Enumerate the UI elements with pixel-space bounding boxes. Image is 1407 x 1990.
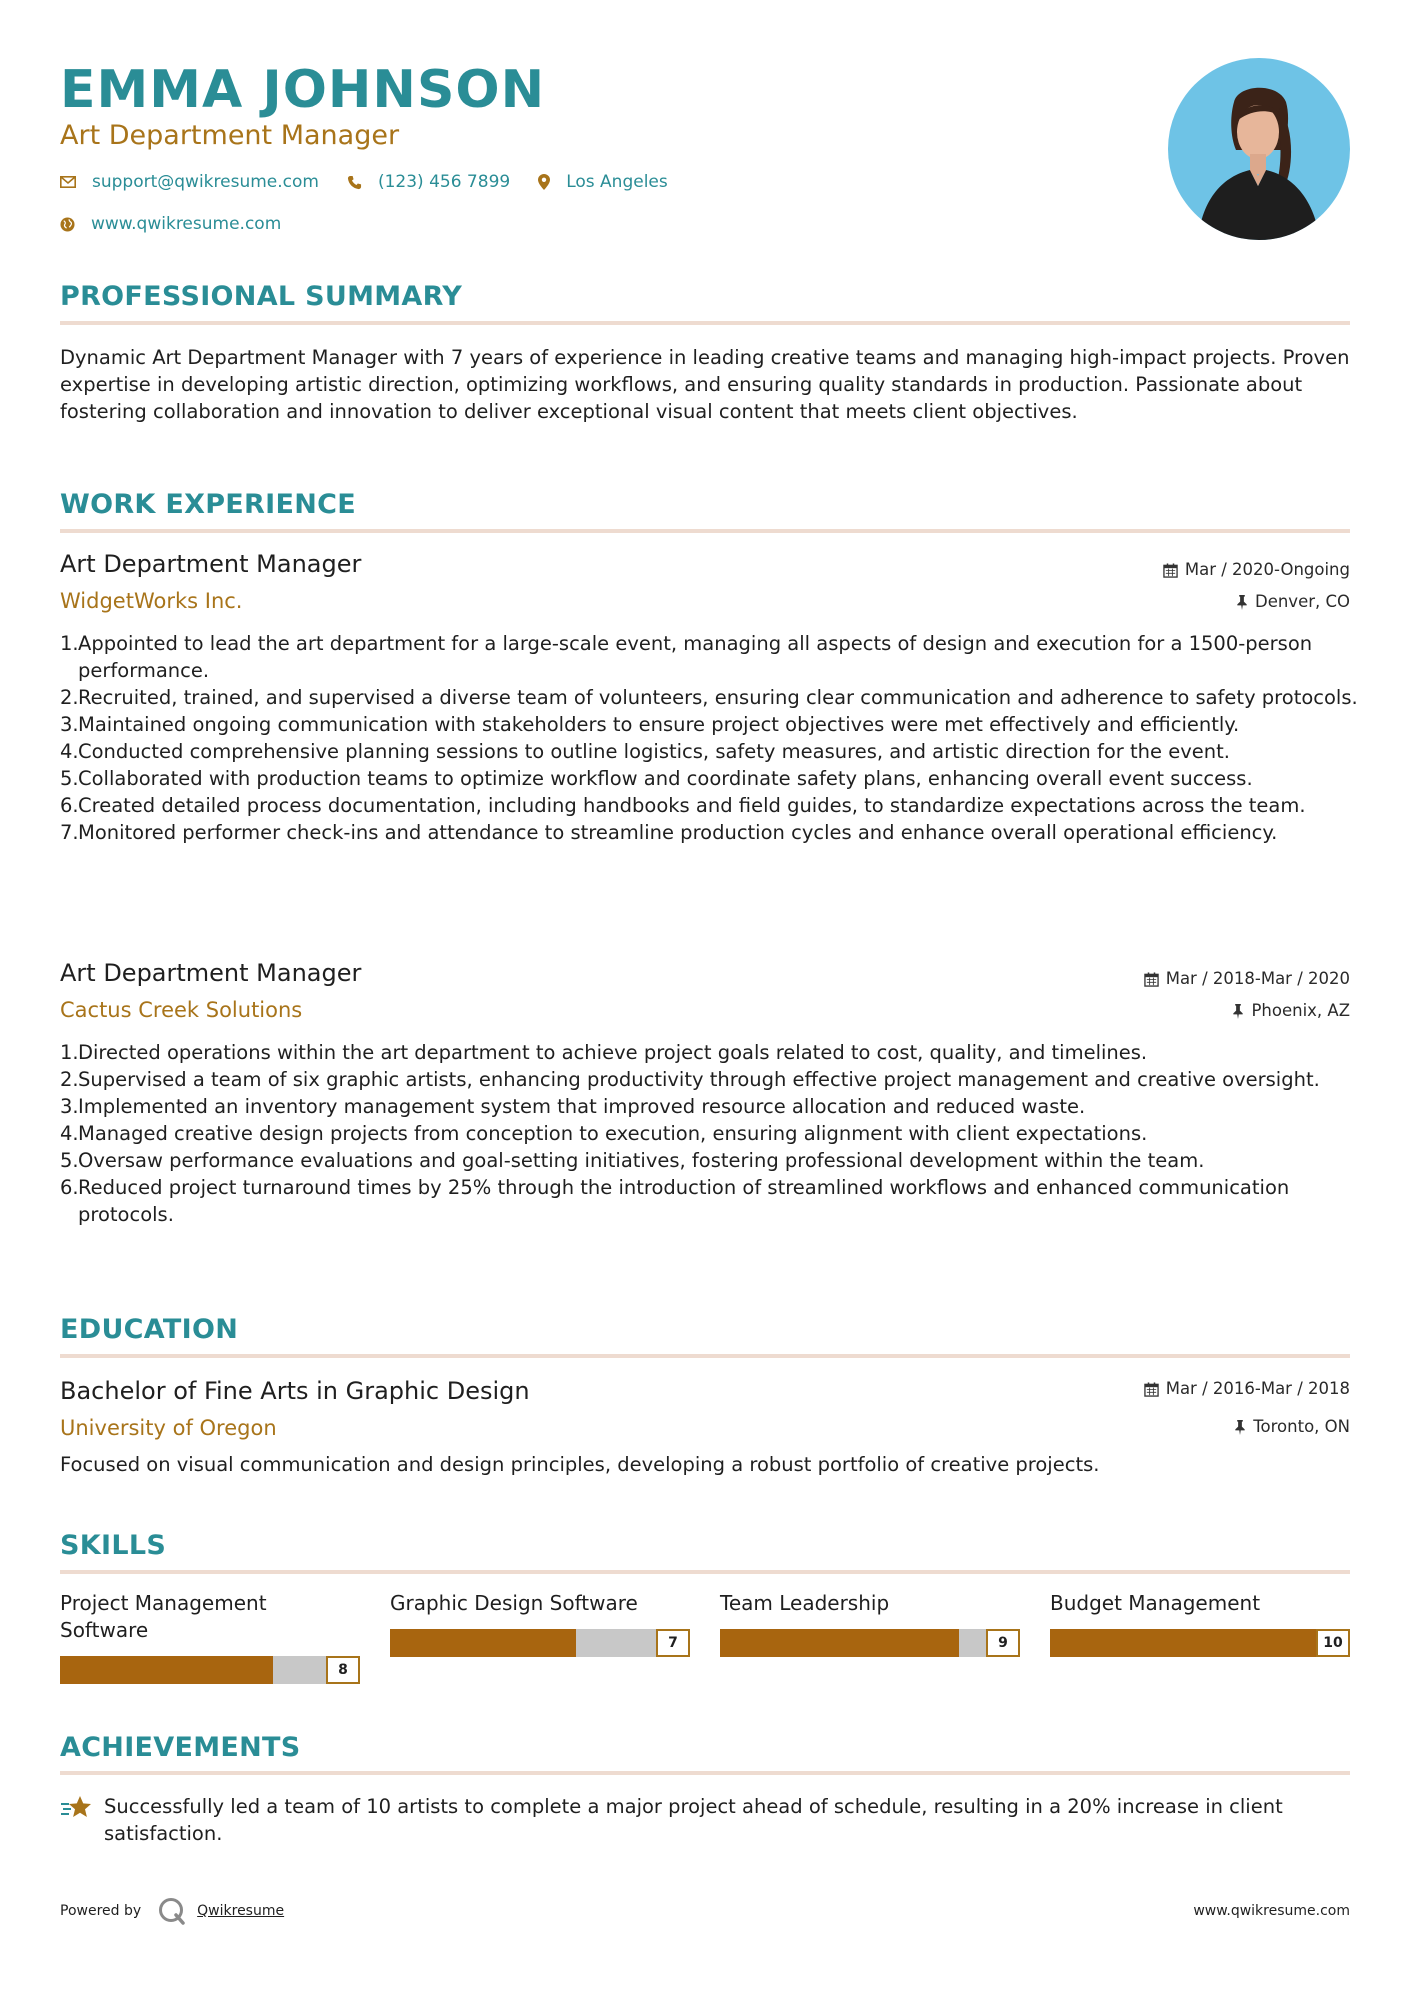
education-title: EDUCATION [60, 1314, 239, 1345]
contact-phone[interactable] [347, 172, 510, 192]
education-location-text: Toronto, ON [1253, 1417, 1350, 1436]
job-dates-text-1: Mar / 2020-Ongoing [1184, 560, 1350, 579]
skills-title: SKILLS [60, 1530, 167, 1561]
job-company-2: Cactus Creek Solutions [60, 998, 303, 1022]
calendar-icon [1144, 1382, 1159, 1397]
footer [60, 1896, 1350, 1926]
skill-item [390, 1590, 690, 1651]
achievements-title: ACHIEVEMENTS [60, 1732, 301, 1763]
job-location-text-1: Denver, CO [1254, 592, 1350, 611]
footer-site-link[interactable]: www.qwikresume.com [1193, 1903, 1350, 1919]
education-description: Focused on visual communication and design principles, developing a robust portfolio of creative projects. [60, 1453, 1100, 1476]
summary-divider [60, 321, 1350, 325]
skill-bar-fill [390, 1629, 576, 1657]
globe-icon [60, 217, 75, 232]
candidate-name: EMMA JOHNSON [60, 60, 546, 120]
experience-divider [60, 529, 1350, 533]
education-location [1234, 1416, 1350, 1438]
achievements-divider [60, 1771, 1350, 1775]
skill-item [720, 1590, 1020, 1651]
education-divider [60, 1354, 1350, 1358]
contact-email[interactable] [60, 172, 319, 192]
powered-by-label: Powered by [60, 1903, 142, 1919]
job-bullets-2 [60, 1039, 1368, 1228]
list-item: 2. Recruited, trained, and supervised a diverse team of volunteers, ensuring clear communication and adherence to safety protocols. [60, 686, 1358, 709]
job-title-1: Art Department Manager [60, 550, 362, 578]
phone-text: (123) 456 7899 [377, 172, 511, 192]
list-item: 4. Managed creative design projects from conception to execution, ensuring alignment with client expectations. [60, 1122, 1148, 1145]
summary-text: Dynamic Art Department Manager with 7 years of experience in leading creative teams and managing high-impact projects. Proven expertise in developing artistic direction, optimizing workflows, and ensuring quality standards in production. Passionate about fostering collaboration and innovation to deliver exceptional visual content that meets client objectives. [60, 346, 1350, 423]
job-dates-2 [1144, 968, 1350, 990]
skill-bar-fill [720, 1629, 959, 1657]
website-text: www.qwikresume.com [91, 214, 282, 234]
job-bullets-1 [60, 630, 1368, 846]
skill-bar [1050, 1629, 1350, 1657]
skill-item [60, 1590, 360, 1678]
skill-bar-fill [60, 1656, 273, 1684]
calendar-icon [1163, 563, 1178, 578]
list-item: 4. Conducted comprehensive planning sessions to outline logistics, safety measures, and artistic direction for the event. [60, 740, 1230, 763]
skill-name: Team Leadership [720, 1591, 890, 1615]
job-dates-1 [1163, 559, 1350, 581]
skill-level-badge: 10 [1316, 1629, 1350, 1657]
list-item: 7. Monitored performer check-ins and attendance to streamline production cycles and enhance overall operational efficiency. [60, 821, 1278, 844]
education-dates-text: Mar / 2016-Mar / 2018 [1165, 1379, 1350, 1398]
brand-link[interactable]: Qwikresume [197, 1903, 285, 1919]
avatar-icon [1168, 58, 1350, 240]
map-pin-icon [538, 174, 550, 190]
qwikresume-logo-icon [157, 1896, 187, 1926]
job-location-text-2: Phoenix, AZ [1251, 1001, 1350, 1020]
contact-location [538, 172, 668, 192]
skill-bar-fill [1050, 1629, 1350, 1657]
list-item: 1. Directed operations within the art department to achieve project goals related to cost, quality, and timelines. [60, 1041, 1148, 1064]
education-school: University of Oregon [60, 1416, 277, 1440]
skill-level-badge: 9 [986, 1629, 1020, 1657]
education-degree: Bachelor of Fine Arts in Graphic Design [60, 1377, 530, 1405]
contact-row-1 [60, 172, 696, 192]
skill-level-badge: 7 [656, 1629, 690, 1657]
achievement-text: Successfully led a team of 10 artists to complete a major project ahead of schedule, resulting in a 20% increase in client satisfaction. [104, 1795, 1283, 1845]
calendar-icon [1144, 972, 1159, 987]
star-icon [60, 1795, 94, 1821]
job-location-2 [1232, 1000, 1350, 1022]
contact-row-2 [60, 214, 309, 234]
skill-name: Project Management Software [60, 1591, 267, 1642]
summary-title: PROFESSIONAL SUMMARY [60, 281, 463, 312]
experience-title: WORK EXPERIENCE [60, 489, 356, 520]
pushpin-icon [1236, 595, 1248, 610]
skill-name: Budget Management [1050, 1591, 1261, 1615]
list-item: 1. Appointed to lead the art department for a large-scale event, managing all aspects of design and execution for a 1500-person performance. [60, 632, 1313, 682]
profile-photo [1168, 58, 1350, 240]
envelope-icon [60, 176, 76, 188]
list-item: 5. Collaborated with production teams to optimize workflow and coordinate safety plans, enhancing overall event success. [60, 767, 1253, 790]
candidate-role: Art Department Manager [60, 120, 400, 151]
location-text: Los Angeles [566, 172, 668, 192]
pushpin-icon [1234, 1420, 1246, 1435]
job-dates-text-2: Mar / 2018-Mar / 2020 [1165, 969, 1350, 988]
phone-icon [347, 175, 362, 190]
skill-bar [390, 1629, 690, 1657]
skill-item [1050, 1590, 1350, 1651]
list-item: 3. Maintained ongoing communication with stakeholders to ensure project objectives were met effectively and efficiently. [60, 713, 1240, 736]
skill-bar [720, 1629, 1020, 1657]
achievement-item [60, 1793, 1350, 1847]
skill-name: Graphic Design Software [390, 1591, 638, 1615]
job-company-1: WidgetWorks Inc. [60, 589, 243, 613]
job-location-1 [1236, 591, 1350, 613]
pushpin-icon [1232, 1004, 1244, 1019]
list-item: 6. Reduced project turnaround times by 25% through the introduction of streamlined workflows and enhanced communication protocols. [60, 1176, 1290, 1226]
education-dates [1144, 1378, 1350, 1400]
list-item: 6. Created detailed process documentation, including handbooks and field guides, to standardize expectations across the team. [60, 794, 1306, 817]
list-item: 5. Oversaw performance evaluations and goal-setting initiatives, fostering professional development within the team. [60, 1149, 1205, 1172]
skill-level-badge: 8 [326, 1656, 360, 1684]
list-item: 3. Implemented an inventory management system that improved resource allocation and reduced waste. [60, 1095, 1086, 1118]
skill-bar [60, 1656, 360, 1684]
contact-website[interactable] [60, 214, 281, 234]
email-text: support@qwikresume.com [92, 172, 319, 192]
job-title-2: Art Department Manager [60, 959, 362, 987]
list-item: 2. Supervised a team of six graphic artists, enhancing productivity through effective project management and creative oversight. [60, 1068, 1320, 1091]
skills-divider [60, 1570, 1350, 1574]
